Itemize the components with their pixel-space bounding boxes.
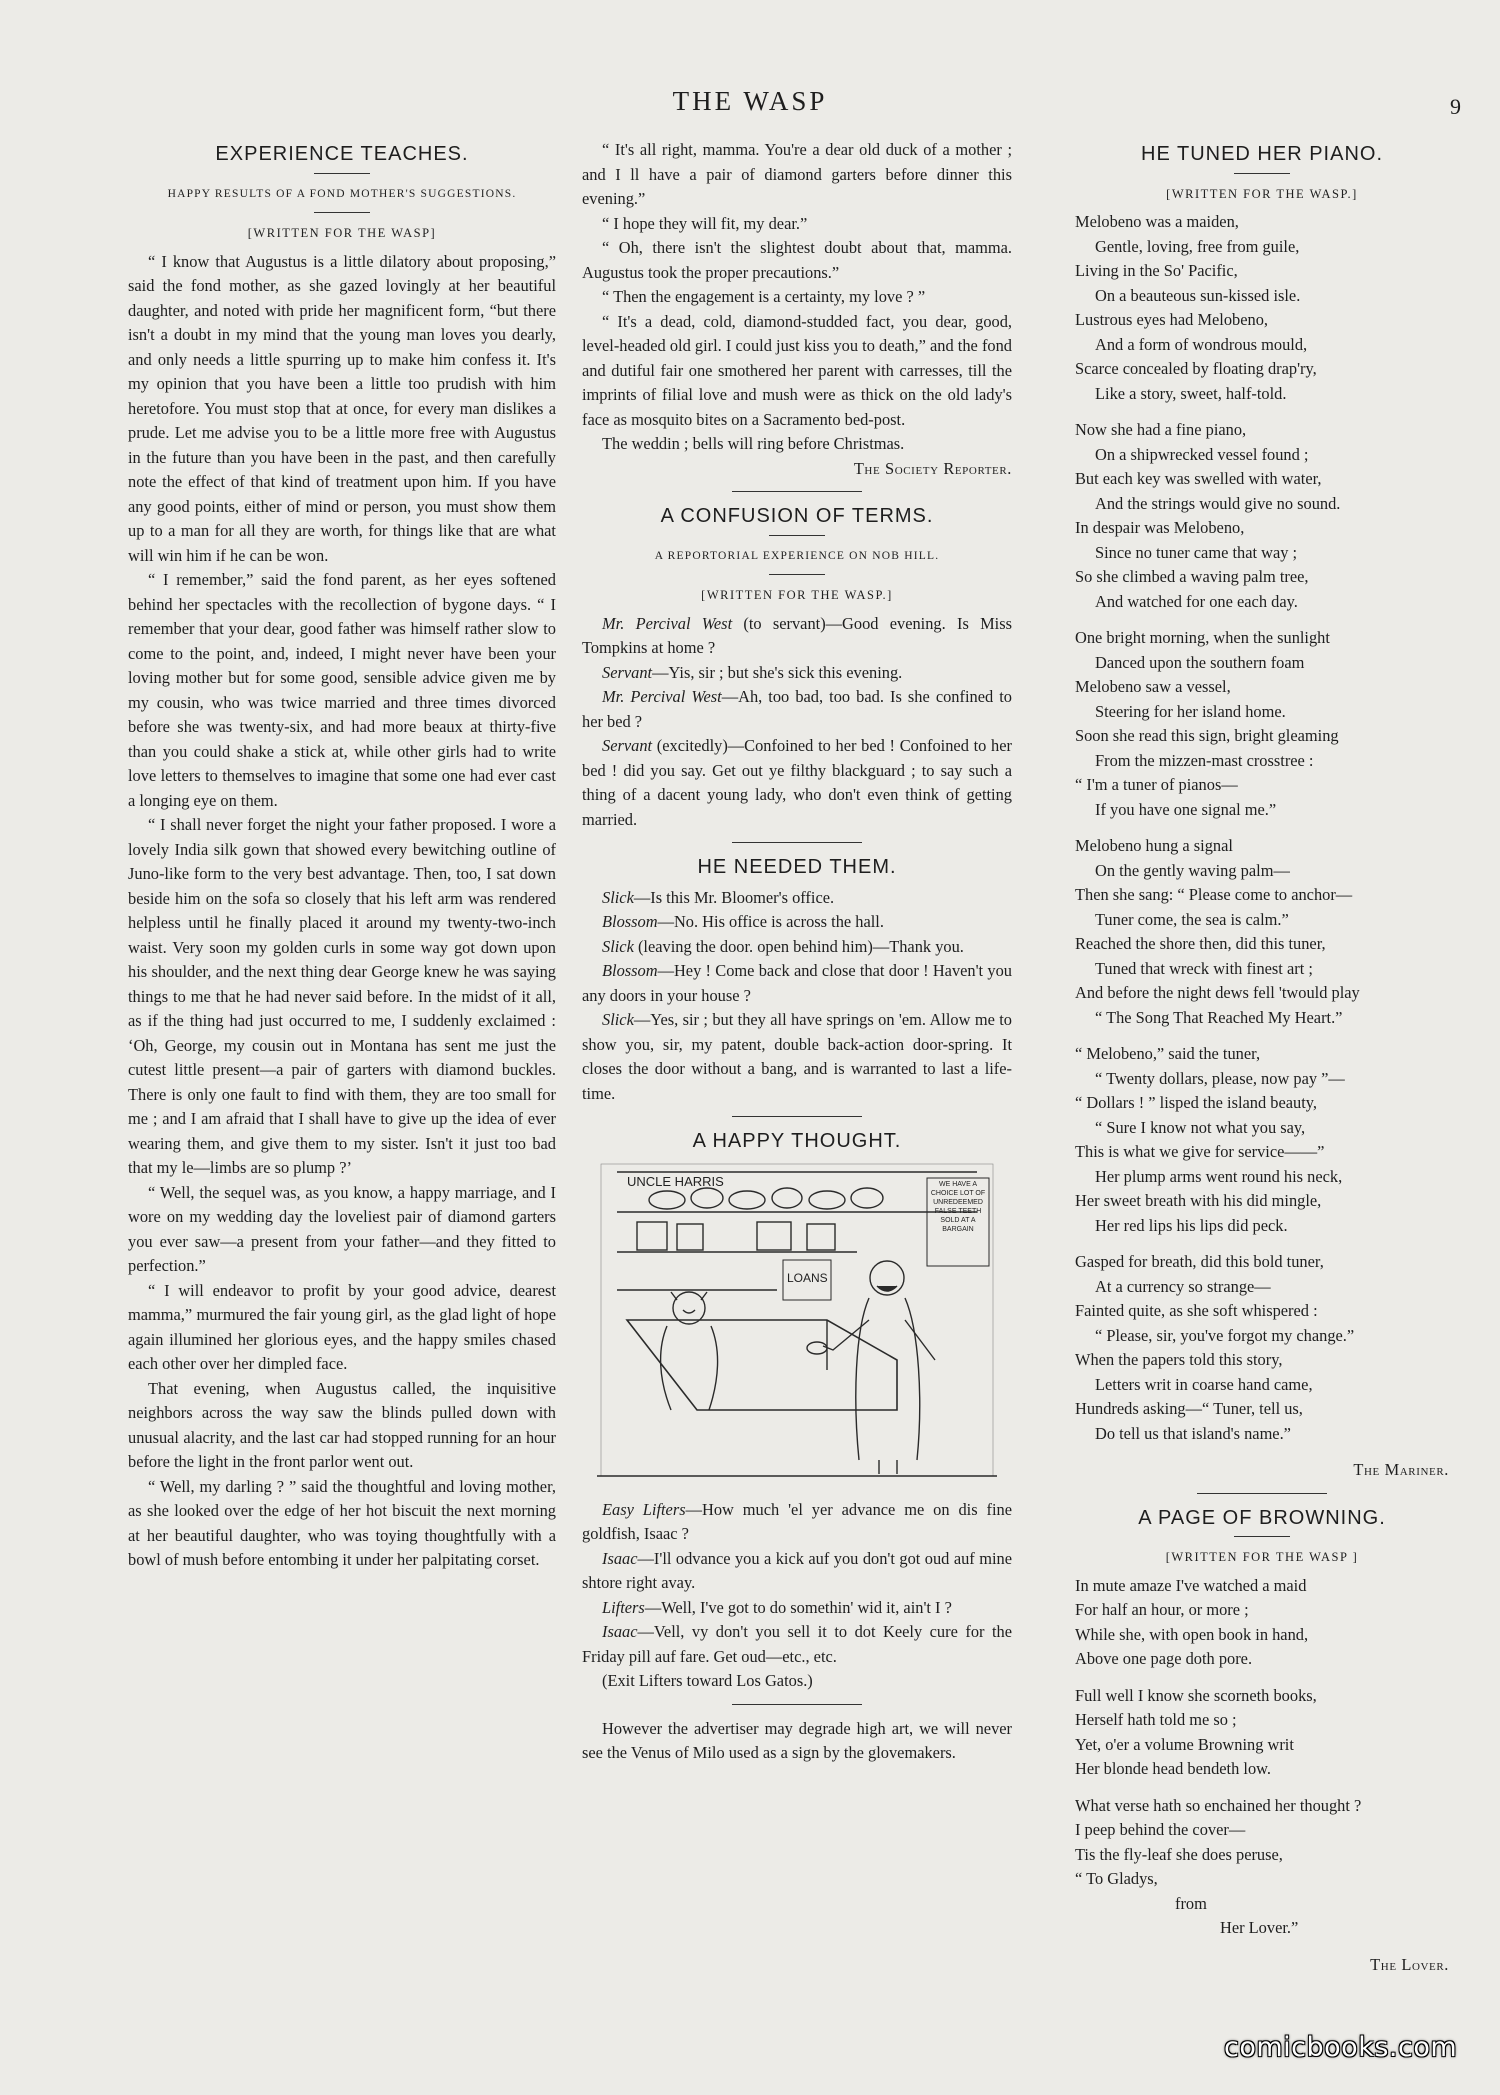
author-signature: The Mariner. <box>1353 1460 1449 1479</box>
poem-line: In mute amaze I've watched a maid <box>1075 1575 1307 1595</box>
poem-line: Above one page doth pore. <box>1075 1649 1253 1668</box>
poem-line: “ I'm a tuner of pianos— <box>1075 775 1238 794</box>
article-title-browning: A PAGE OF BROWNING. <box>1138 1506 1386 1529</box>
article-paragraph: “ It's all right, mamma. You're a dear old duck of a mother ; and I ll have a pair of diamond garters before dinner this evening.” <box>582 140 1012 208</box>
poem-line: Fainted quite, as she soft whispered : <box>1075 1301 1318 1320</box>
poem-piano <box>1075 210 1449 1446</box>
speaker-name: Blossom <box>602 912 658 931</box>
poem-line: Gentle, loving, free from guile, <box>1095 236 1300 256</box>
dialogue-line <box>582 685 1012 734</box>
poem-stanza <box>1075 834 1449 1030</box>
article-title-piano: HE TUNED HER PIANO. <box>1141 143 1383 165</box>
poem-line: Letters writ in coarse hand came, <box>1095 1374 1313 1394</box>
poem-line: Tuned that wreck with finest art ; <box>1095 958 1313 978</box>
speaker-name: Servant <box>602 736 653 755</box>
dialogue-line <box>582 959 1012 1008</box>
article-paragraph: “ It's a dead, cold, diamond-studded fact, you dear, good, level-headed old girl. I could just kiss you to death,” and the fond and dutiful fair one smothered her parent with carresses, till the imprints of filial love and mush were as thick on the old lady's face as mosquito bites on a Sacramento bed-post. <box>582 311 1012 429</box>
poem-line: One bright morning, when the sunlight <box>1075 628 1330 647</box>
speaker-name: Mr. Percival West <box>602 613 733 633</box>
article-kicker-experience: HAPPY RESULTS OF A FOND MOTHER'S SUGGESTIONS. <box>167 187 517 200</box>
poem-stanza <box>1075 1042 1449 1238</box>
speaker-name: Slick <box>602 887 634 907</box>
poem-line: Yet, o'er a volume Browning writ <box>1075 1734 1294 1754</box>
poem-line: Full well I know she scorneth books, <box>1075 1685 1317 1705</box>
poem-line: Her Lover.” <box>1220 1918 1299 1937</box>
pawnshop-cartoon-illustration <box>597 1160 997 1480</box>
cartoon-sign-loans: LOANS <box>787 1270 828 1285</box>
dialogue-text: —Is this Mr. Bloomer's office. <box>633 887 835 907</box>
title-rule <box>1234 173 1290 174</box>
kicker-rule <box>769 574 825 575</box>
dialogue-text: —Yis, sir ; but she's sick this evening. <box>652 662 903 682</box>
poem-line: What verse hath so enchained her thought ? <box>1075 1795 1362 1815</box>
poem-line: Like a story, sweet, half-told. <box>1095 383 1287 403</box>
poem-line: Scarce concealed by floating drap'ry, <box>1075 359 1317 378</box>
article-paragraph: “ Oh, there isn't the slightest doubt about that, mamma. Augustus took the proper precautions.” <box>582 238 1012 282</box>
poem-line: Now she had a fine piano, <box>1075 420 1247 439</box>
poem-line: From the mizzen-mast crosstree : <box>1095 750 1314 770</box>
column-2 <box>582 138 1012 1766</box>
kicker-rule <box>314 212 370 213</box>
article-paragraph: “ Well, my darling ? ” said the thoughtful and loving mother, as she looked over the edge of her hot biscuit the next morning at her beautiful daughter, who was toying thoughtfully with a bowl of mush before entombing it under her palpitating corset. <box>128 1476 556 1569</box>
speaker-name: Mr. Percival West <box>602 687 722 706</box>
poem-line: “ Dollars ! ” lisped the island beauty, <box>1075 1093 1317 1112</box>
poem-stanza <box>1075 418 1449 614</box>
dialogue-line <box>582 1008 1012 1106</box>
article-paragraph: “ Well, the sequel was, as you know, a happy marriage, and I wore on my wedding day the loveliest pair of diamond garters you ever saw—a present from your father—and they fitted to perfection.” <box>128 1182 556 1275</box>
poem-line: But each key was swelled with water, <box>1075 469 1322 488</box>
poem-line: On a beauteous sun-kissed isle. <box>1095 285 1301 305</box>
poem-line: So she climbed a waving palm tree, <box>1075 567 1309 586</box>
dialogue-text: —No. His office is across the hall. <box>657 912 884 931</box>
dialogue-text: —I'll odvance you a kick auf you don't got oud auf mine shtore right avay. <box>582 1548 1012 1592</box>
author-signature: The Lover. <box>1370 1954 1449 1974</box>
dialogue-line <box>582 1547 1012 1596</box>
dialogue-line <box>582 734 1012 832</box>
dialogue-line <box>582 910 1012 935</box>
dialogue-text: (excitedly)—Confoined to her bed ! Confoined to her bed ! did you say. Get out ye filthy blackguard ; to say such a thing of a dacent young lady, who don't even think of getting married. <box>582 736 1012 829</box>
poem-stanza <box>1075 1684 1449 1782</box>
poem-stanza <box>1075 626 1449 822</box>
column-1 <box>128 138 556 1573</box>
dialogue-line <box>582 661 1012 686</box>
author-signature: The Society Reporter. <box>853 458 1012 478</box>
poem-line: Her plump arms went round his neck, <box>1095 1166 1343 1186</box>
poem-line: “ Twenty dollars, please, now pay ”— <box>1095 1068 1345 1088</box>
poem-line: Lustrous eyes had Melobeno, <box>1075 310 1269 329</box>
dialogue-text: —Vell, vy don't you sell it to dot Keely cure for the Friday pill auf fare. Get oud—etc., etc. <box>582 1622 1012 1666</box>
section-rule <box>732 1116 862 1117</box>
watermark: comicbooks.com <box>1224 2032 1458 2063</box>
poem-line: I peep behind the cover— <box>1075 1820 1246 1839</box>
dialogue-text: —Hey ! Come back and close that door ! Haven't you any doors in your house ? <box>582 961 1012 1005</box>
poem-line: Tuner come, the sea is calm.” <box>1095 909 1289 929</box>
poem-line: from <box>1175 1893 1207 1913</box>
poem-line: “ The Song That Reached My Heart.” <box>1095 1007 1343 1027</box>
dialogue-line <box>582 886 1012 911</box>
poem-line: And before the night dews fell 'twould play <box>1075 983 1360 1002</box>
poem-line: On a shipwrecked vessel found ; <box>1095 444 1309 464</box>
section-rule <box>732 491 862 492</box>
poem-line: Do tell us that island's name.” <box>1095 1423 1291 1443</box>
poem-line: And the strings would give no sound. <box>1095 493 1341 513</box>
poem-line: “ Melobeno,” said the tuner, <box>1075 1044 1261 1063</box>
section-rule <box>732 842 862 843</box>
dialogue-line <box>582 612 1012 661</box>
poem-line: Then she sang: “ Please come to anchor— <box>1075 885 1353 904</box>
poem-line: And a form of wondrous mould, <box>1095 334 1308 354</box>
poem-stanza <box>1075 210 1449 406</box>
poem-line: Since no tuner came that way ; <box>1095 542 1298 562</box>
poem-line: Herself hath told me so ; <box>1075 1710 1237 1729</box>
poem-stanza <box>1075 1574 1449 1672</box>
speaker-name: Isaac <box>602 1548 638 1568</box>
poem-line: Her red lips his lips did peck. <box>1095 1215 1288 1235</box>
poem-line: Living in the So' Pacific, <box>1075 261 1238 280</box>
article-title-confusion: A CONFUSION OF TERMS. <box>660 505 934 527</box>
dialogue-text: —Well, I've got to do somethin' wid it, ain't I ? <box>644 1597 952 1617</box>
article-paragraph: “ Then the engagement is a certainty, my love ? ” <box>602 287 926 306</box>
speaker-name: Isaac <box>602 1622 638 1641</box>
article-paragraph: “ I hope they will fit, my dear.” <box>602 213 808 233</box>
dialogue-text: —Yes, sir ; but they all have springs on 'em. Allow me to show you, sir, my patent, double back-action door-spring. It closes the door without a bang, and is warranted to last a life-time. <box>582 1010 1012 1103</box>
byline-piano: [WRITTEN FOR THE WASP.] <box>1166 186 1358 201</box>
article-paragraph: “ I remember,” said the fond parent, as her eyes softened behind her spectacles with the recollection of bygone days. “ I remember that your dear, good father was himself rather slow to come to the point, and, indeed, I might never have been your loving mother but for some good, sensible advice given me by my cousin, who was twice married and three times divorced before she was twenty-six, and had more beaux at thirty-five than you could shake a stick at, while other girls had to write love letters to themselves to imagine that some one had ever cast a longing eye on them. <box>128 570 556 810</box>
cartoon-sign-false-teeth: WE HAVE A CHOICE LOT OF UNREDEEMED FALSE TEETH SOLD AT A BARGAIN <box>930 1180 986 1233</box>
poem-line: Melobeno was a maiden, <box>1075 212 1239 231</box>
poem-line: Soon she read this sign, bright gleaming <box>1075 726 1339 745</box>
dialogue-text: —How much 'el yer advance me on dis fine goldfish, Isaac ? <box>582 1499 1012 1543</box>
dialogue-text: —Ah, too bad, too bad. Is she confined to her bed ? <box>582 687 1012 731</box>
poem-line: On the gently waving palm— <box>1095 860 1290 880</box>
byline-confusion: [WRITTEN FOR THE WASP.] <box>701 588 893 602</box>
poem-line: Reached the shore then, did this tuner, <box>1075 934 1326 953</box>
poem-line: “ Sure I know not what you say, <box>1095 1117 1306 1137</box>
stage-direction: (Exit Lifters toward Los Gatos.) <box>602 1671 813 1690</box>
cartoon-sign-uncle-harris: UNCLE HARRIS <box>627 1173 724 1189</box>
poem-line: Gasped for breath, did this bold tuner, <box>1075 1252 1324 1271</box>
page-number: 9 <box>1450 94 1461 119</box>
dialogue-line <box>582 1498 1012 1547</box>
dialogue-line <box>582 1596 1012 1621</box>
title-rule <box>769 535 825 536</box>
article-title-needed: HE NEEDED THEM. <box>697 856 897 878</box>
poem-line: “ Please, sir, you've forgot my change.” <box>1095 1325 1355 1345</box>
poem-line: For half an hour, or more ; <box>1075 1600 1249 1619</box>
article-title-happy: A HAPPY THOUGHT. <box>692 1130 902 1152</box>
article-paragraph: “ I know that Augustus is a little dilatory about proposing,” said the fond mother, as she gazed lovingly at her beautiful daughter, and noted with pride her magnificent form, “but there isn't a doubt in my mind that the young man loves you dearly, and only needs a little spurring up to make him confess it. It's my opinion that you have been a little too prudish with him heretofore. You must stop that at once, for every man dislikes a prude. Let me advise you to be a little more free with Augustus in the future than you have been in the past, and then carefully note the effect of that kind of treatment upon him. If you have any good points, either of mind or person, you must show them up to a man for all they are worth, for things like that are what will win him if he can be won. <box>128 251 556 565</box>
article-paragraph: “ I shall never forget the night your father proposed. I wore a lovely India silk gown that showed every bewitching outline of Juno-like form to the very best advantage. Then, too, I sat down beside him on the sofa so closely that his left arm was rendered helpless until he finally placed it around my twenty-two-inch waist. Very soon my golden curls in some way got down upon his shoulder, and the next thing dear George knew he was saying things to me that he had never said before. In the midst of it all, as if the thing had just occurred to me, I suddenly exclaimed : ‘Oh, George, my cousin out in Montana has sent me just the cutest little present—a pair of garters with diamond buckles. There is only one fault to find with them, they are too small for me ; and I am afraid that I shall have to give up the idea of ever wearing them, and give them to my sister. Isn't it just too bad that my le—limbs are so plump ?’ <box>128 815 556 1177</box>
poem-line: In despair was Melobeno, <box>1075 518 1245 537</box>
column-3 <box>1075 138 1449 1977</box>
speaker-name: Easy Lifters <box>602 1499 686 1519</box>
closing-paragraph: However the advertiser may degrade high art, we will never see the Venus of Milo used as a sign by the glovemakers. <box>582 1718 1012 1762</box>
poem-line: This is what we give for service——” <box>1075 1142 1325 1161</box>
article-paragraph: “ I will endeavor to profit by your good advice, dearest mamma,” murmured the fair young girl, as the glad light of hope again illumined her glorious eyes, and the happy smiles chased each other over her dimpled face. <box>128 1280 556 1373</box>
poem-line: Her sweet breath with his did mingle, <box>1075 1191 1322 1210</box>
speaker-name: Blossom <box>602 961 658 980</box>
poem-line: Hundreds asking—“ Tuner, tell us, <box>1075 1399 1303 1418</box>
dialogue-text: (to servant)—Good evening. Is Miss Tompkins at home ? <box>582 613 1012 657</box>
poem-stanza <box>1075 1794 1449 1941</box>
article-paragraph: The weddin ; bells will ring before Christmas. <box>602 434 905 453</box>
title-rule <box>1234 1536 1290 1537</box>
speaker-name: Servant <box>602 662 653 682</box>
speaker-name: Slick <box>602 936 634 956</box>
poem-line: Steering for her island home. <box>1095 701 1286 721</box>
section-rule <box>1197 1493 1327 1494</box>
speaker-name: Lifters <box>602 1597 645 1617</box>
byline-experience: [WRITTEN FOR THE WASP] <box>247 226 437 240</box>
article-kicker-confusion: A REPORTORIAL EXPERIENCE ON NOB HILL. <box>654 549 940 562</box>
article-paragraph: That evening, when Augustus called, the inquisitive neighbors across the way saw the blinds pulled down with unusual alacrity, and the last car had stopped running for an hour before the light in the front parlor went out. <box>128 1378 556 1471</box>
section-rule <box>732 1704 862 1705</box>
dialogue-line <box>582 935 1012 960</box>
poem-line: And watched for one each day. <box>1095 591 1298 611</box>
dialogue-line <box>582 1620 1012 1669</box>
poem-line: Her blonde head bendeth low. <box>1075 1759 1272 1778</box>
byline-browning: [WRITTEN FOR THE WASP ] <box>1165 1550 1359 1564</box>
poem-line: While she, with open book in hand, <box>1075 1624 1309 1644</box>
poem-line: If you have one signal me.” <box>1095 799 1277 819</box>
poem-line: Tis the fly-leaf she does peruse, <box>1075 1844 1283 1864</box>
dialogue-text: (leaving the door. open behind him)—Thank you. <box>633 936 964 956</box>
poem-line: “ To Gladys, <box>1075 1869 1158 1888</box>
title-rule <box>314 173 370 174</box>
poem-browning <box>1075 1574 1449 1941</box>
article-title-experience: EXPERIENCE TEACHES. <box>215 143 469 165</box>
poem-line: Melobeno saw a vessel, <box>1075 677 1231 696</box>
speaker-name: Slick <box>602 1010 634 1029</box>
poem-line: At a currency so strange— <box>1095 1276 1271 1296</box>
poem-line: Danced upon the southern foam <box>1095 652 1305 672</box>
poem-line: Melobeno hung a signal <box>1075 836 1233 855</box>
poem-line: When the papers told this story, <box>1075 1350 1283 1369</box>
masthead: THE WASP <box>672 86 828 116</box>
poem-stanza <box>1075 1250 1449 1446</box>
